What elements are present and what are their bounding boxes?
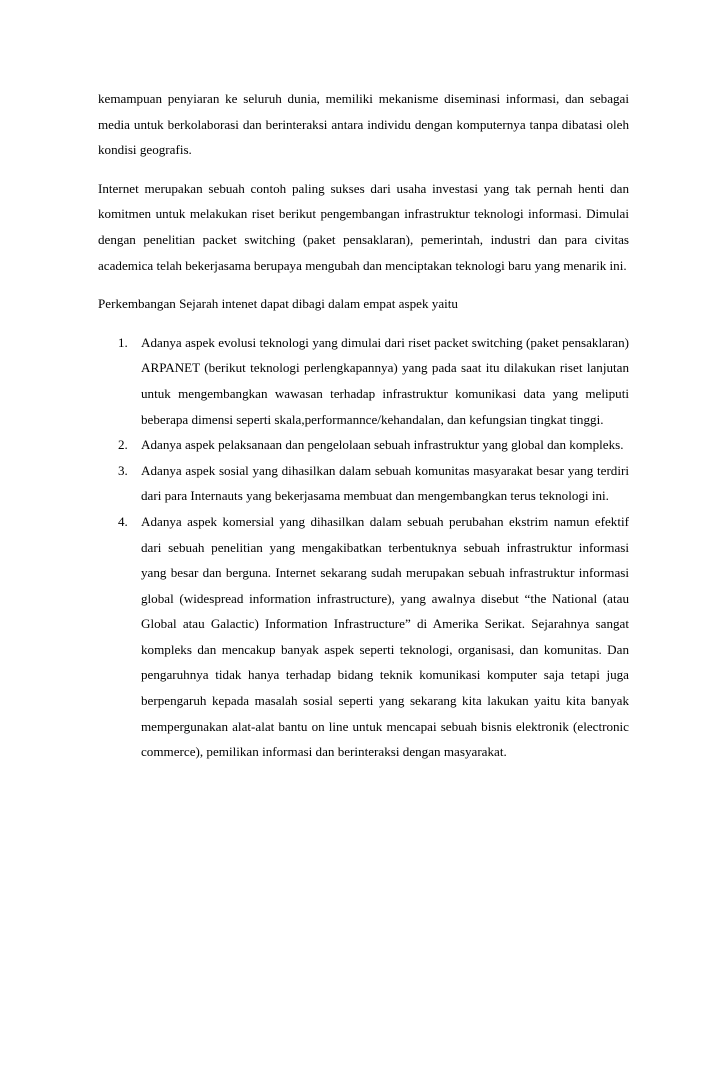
list-item <box>98 458 629 509</box>
list-item-number: 1. <box>118 334 128 350</box>
list-item-number: 3. <box>118 462 128 478</box>
paragraph-list-intro: Perkembangan Sejarah intenet dapat dibagi dalam empat aspek yaitu <box>98 296 458 312</box>
list-item-number: 4. <box>118 513 128 529</box>
list-item-text: Adanya aspek komersial yang dihasilkan dalam sebuah perubahan ekstrim namun efektif dari sebuah penelitian yang mengakibatkan terbentuknya sebuah infrastruktur informasi yang besar dan berguna. Internet sekarang sudah merupakan sebuah infrastruktur informasi global (widespread information infrastructure), yang awalnya disebut “the National (atau Global atau Galactic) Information Infrastructure” di Amerika Serikat. Sejarahnya sangat kompleks dan mencakup banyak aspek seperti teknologi, organisasi, dan komunitas. Dan pengaruhnya tidak hanya terhadap bidang teknik komunikasi komputer saja tetapi juga berpengaruh kepada masalah sosial seperti yang sekarang kita lakukan yaitu kita banyak mempergunakan alat-alat bantu on line untuk mencapai sebuah bisnis elektronik (electronic commerce), pemilikan informasi dan berinteraksi dengan masyarakat. <box>141 513 629 760</box>
list-item-number: 2. <box>118 437 128 453</box>
paragraph-internet-history: Internet merupakan sebuah contoh paling sukses dari usaha investasi yang tak pernah henti dan komitmen untuk melakukan riset berikut pengembangan infrastruktur teknologi informasi. Dimulai dengan penelitian packet switching (paket pensaklaran), pemerintah, industri dan para civitas academica telah bekerjasama berupaya mengubah dan menciptakan teknologi baru yang menarik ini. <box>98 180 629 273</box>
list-item <box>98 509 629 765</box>
list-item-text: Adanya aspek evolusi teknologi yang dimulai dari riset packet switching (paket pensaklaran) ARPANET (berikut teknologi perlengkapannya) yang pada saat itu dilakukan riset lanjutan untuk mengembangkan wawasan terhadap infrastruktur komunikasi data yang meliputi beberapa dimensi seperti skala,performannce/kehandalan, dan kefungsian tingkat tinggi. <box>141 334 629 427</box>
list-item-text: Adanya aspek pelaksanaan dan pengelolaan sebuah infrastruktur yang global dan kompleks. <box>141 437 624 453</box>
document-page <box>98 86 629 765</box>
list-item <box>98 330 629 432</box>
list-item-text: Adanya aspek sosial yang dihasilkan dalam sebuah komunitas masyarakat besar yang terdiri dari para Internauts yang bekerjasama membuat dan mengembangkan terus teknologi ini. <box>141 462 629 504</box>
paragraph-continuation: kemampuan penyiaran ke seluruh dunia, memiliki mekanisme diseminasi informasi, dan sebagai media untuk berkolaborasi dan berinteraksi antara individu dengan komputernya tanpa dibatasi oleh kondisi geografis. <box>98 91 629 158</box>
list-item <box>98 432 629 458</box>
aspects-list <box>98 330 629 765</box>
